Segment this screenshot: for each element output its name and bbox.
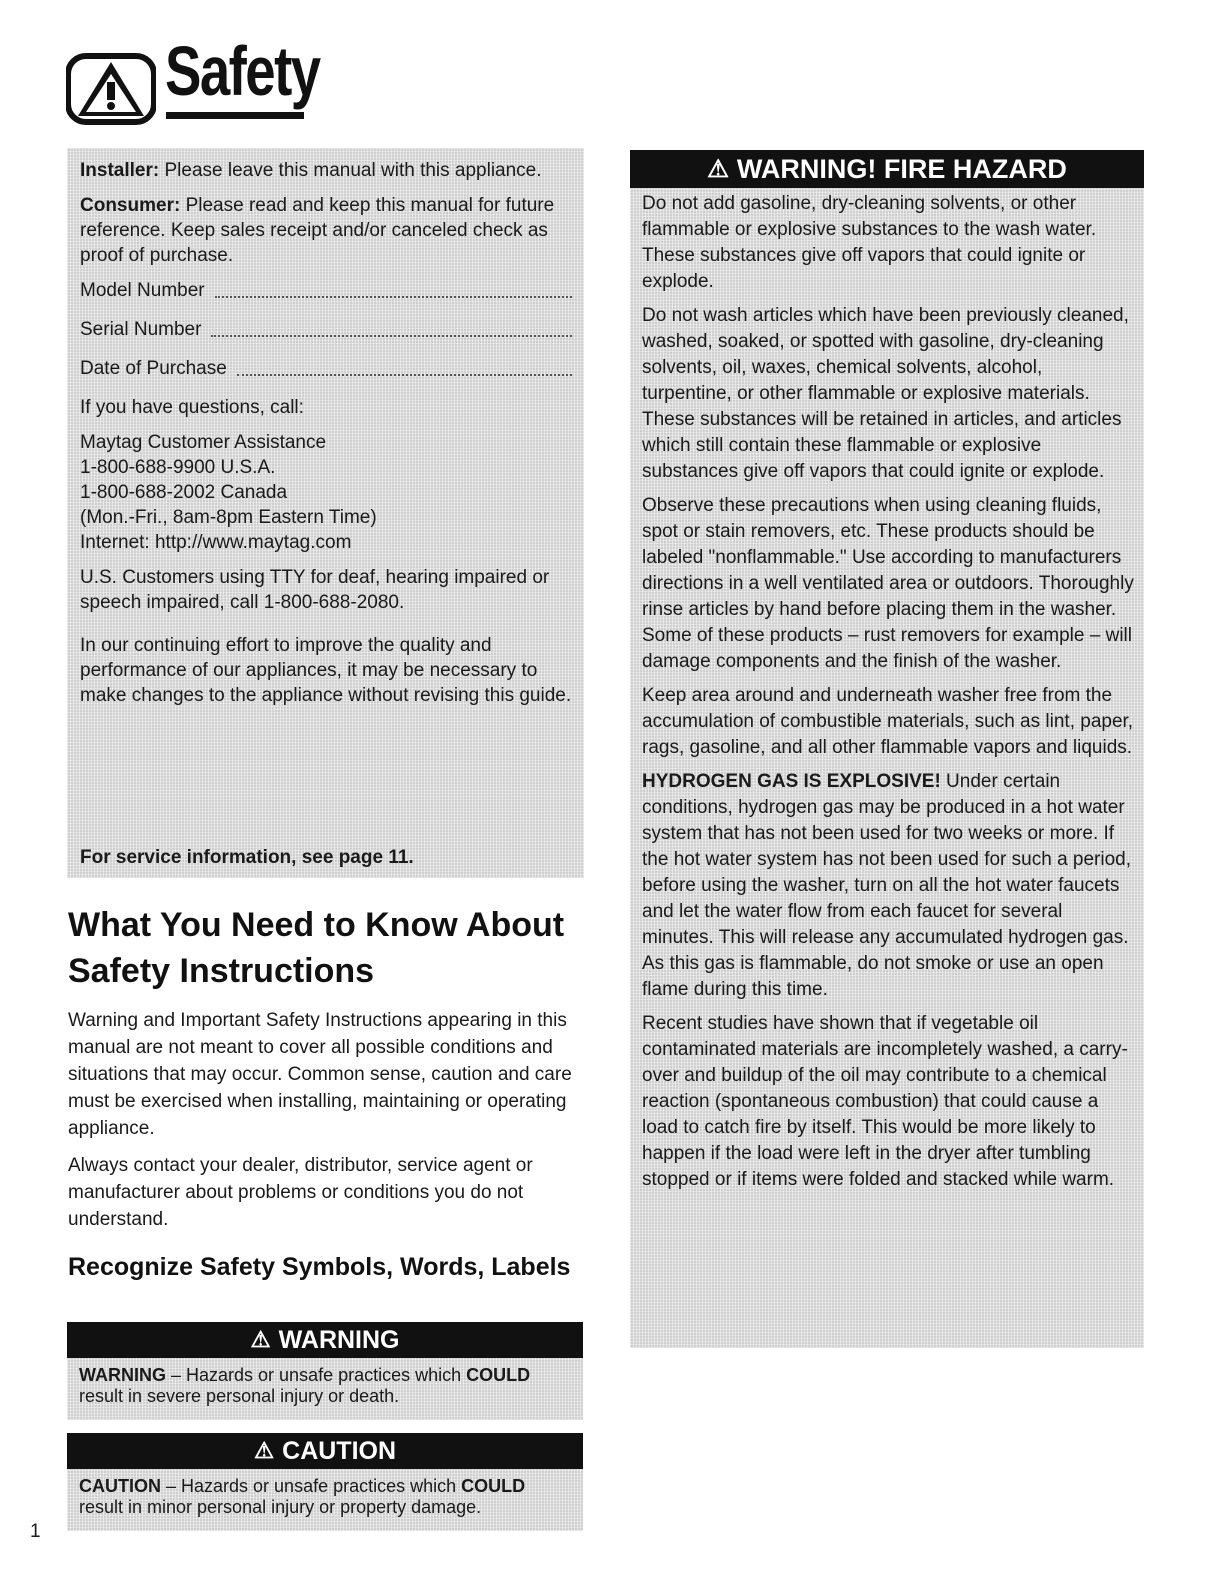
fire-warning-triangle-icon: ⚠ <box>707 156 729 183</box>
caution-triangle-icon: ⚠ <box>253 1438 275 1463</box>
questions-line: If you have questions, call: <box>80 397 304 418</box>
fire-para-1: Do not add gasoline, dry-cleaning solvents, or other flammable or explosive substances to the wash water. These substances give off vapors that could ignite or explode. <box>642 193 1097 292</box>
fire-hazard-title: WARNING! FIRE HAZARD <box>736 153 1067 184</box>
improve-note: In our continuing effort to improve the quality and performance of our appliances, it may be necessary to make changes to the appliance without revising this guide. <box>80 635 572 706</box>
fire-hazard-box <box>630 188 1144 1348</box>
tty-note: U.S. Customers using TTY for deaf, hearing impaired or speech impaired, call 1-800-688-2080. <box>80 567 550 613</box>
warning-title: WARNING <box>278 1325 400 1354</box>
installer-note: Installer: Please leave this manual with this appliance. <box>80 160 542 181</box>
caution-definition: CAUTION – Hazards or unsafe practices which COULD result in minor personal injury or property damage. <box>67 1469 583 1531</box>
model-number-field: Model Number <box>80 278 572 303</box>
warning-bar <box>67 1322 583 1358</box>
safety-heading: What You Need to Know About Safety Instructions <box>68 906 565 990</box>
installer-info-box <box>67 148 584 878</box>
safety-para-1: Warning and Important Safety Instructions appearing in this manual are not meant to cover all possible conditions and situations that may occur. Common sense, caution and care must be exercised when installing, maintaining or operating appliance. <box>68 1010 572 1139</box>
fire-para-6: Recent studies have shown that if vegetable oil contaminated materials are incompletely washed, a carry-over and buildup of the oil may contribute to a chemical reaction (spontaneous combustion) that could cause a load to catch fire by itself. This would be more likely to happen if the load were left in the dryer after tumbling stopped or if items were folded and stacked while warm. <box>642 1013 1128 1190</box>
serial-number-field: Serial Number <box>80 317 572 342</box>
warning-triangle-icon: ⚠ <box>250 1327 271 1352</box>
fire-hazard-bar <box>630 150 1144 188</box>
page-title: Safety <box>165 32 320 110</box>
caution-bar <box>67 1433 583 1469</box>
consumer-note: Consumer: Please read and keep this manual for future reference. Keep sales receipt and/or canceled check as proof of purchase. <box>80 195 555 266</box>
safety-para-2: Always contact your dealer, distributor, service agent or manufacturer about problems or conditions you do not understand. <box>68 1155 533 1230</box>
fire-para-4: Keep area around and underneath washer free from the accumulation of combustible materials, such as lint, paper, rags, gasoline, and all other flammable vapors and liquids. <box>642 685 1134 758</box>
service-info: For service information, see page 11. <box>80 847 414 868</box>
fire-para-2: Do not wash articles which have been previously cleaned, washed, soaked, or spotted with gasoline, dry-cleaning solvents, oil, waxes, chemical solvents, alcohol, turpentine, or other flammable or explosive materials. These substances will be retained in articles, and articles which still contain these flammable or explosive substances give off vapors that could ignite or explode. <box>642 305 1129 482</box>
date-of-purchase-field: Date of Purchase <box>80 356 572 381</box>
safety-body <box>68 1007 588 1243</box>
contact-info: Maytag Customer Assistance 1-800-688-9900 U.S.A. 1-800-688-2002 Canada (Mon.-Fri., 8am-8pm Eastern Time) Internet: http://www.maytag.com <box>80 432 377 553</box>
fire-para-3: Observe these precautions when using cleaning fluids, spot or stain removers, etc. These products should be labeled "nonflammable." Use according to manufacturers directions in a well ventilated area or outdoors. Thoroughly rinse articles by hand before placing them in the washer. Some of these products – rust removers for example – will damage components and the finish of the washer. <box>642 495 1134 672</box>
warning-definition: WARNING – Hazards or unsafe practices which COULD result in severe personal injury or death. <box>67 1358 583 1420</box>
warning-hand-icon <box>66 48 156 128</box>
page-number: 1 <box>30 1521 41 1542</box>
fire-para-5: HYDROGEN GAS IS EXPLOSIVE! Under certain conditions, hydrogen gas may be produced in a hot water system that has not been used for two weeks or more. If the hot water system has not been used for such a period, before using the washer, turn on all the hot water faucets and let the water flow from each faucet for several minutes. This will release any accumulated hydrogen gas. As this gas is flammable, do not smoke or use an open flame during this time. <box>642 771 1132 1000</box>
title-underline <box>166 112 304 119</box>
caution-title: CAUTION <box>282 1436 397 1465</box>
symbols-subheading: Recognize Safety Symbols, Words, Labels <box>68 1253 571 1281</box>
